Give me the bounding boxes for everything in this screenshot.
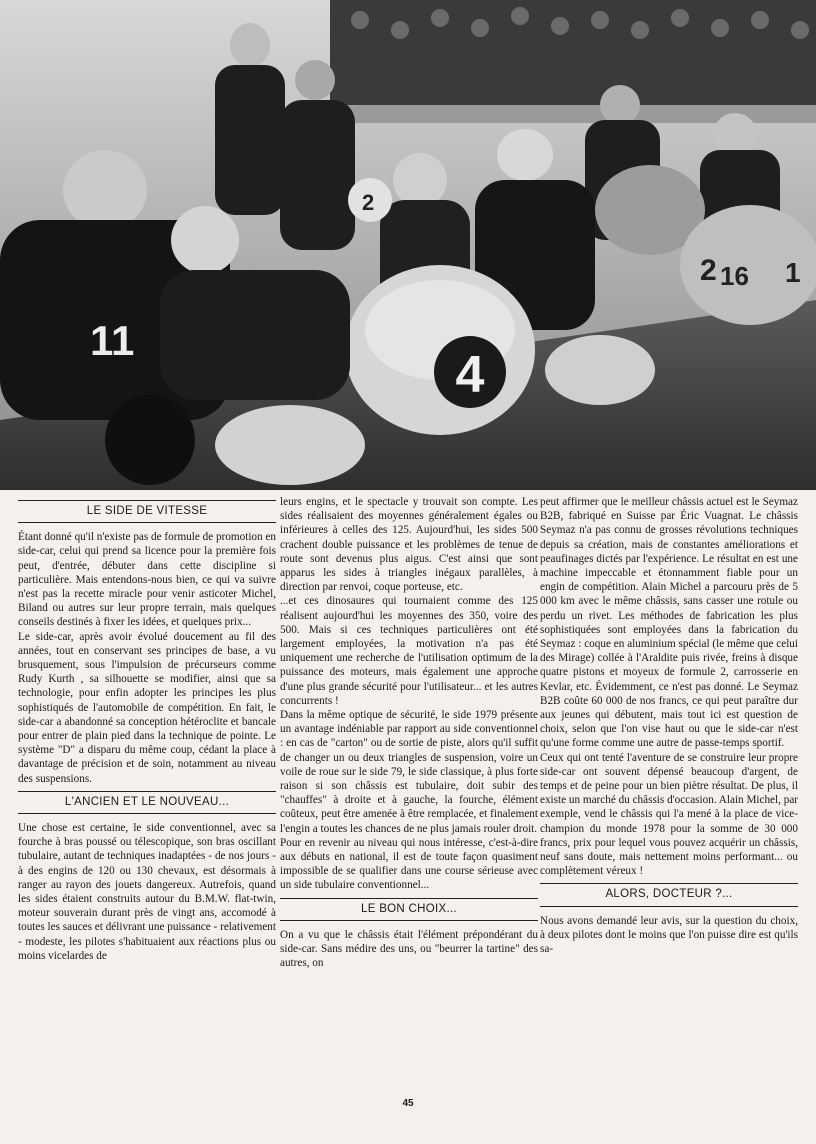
column-3: [540, 495, 798, 956]
paragraph: Le side-car, après avoir évolué doucement au fil des années, tout en conservant ses principes de base, a vu brusquement, sous l'impulsion de précurseurs comme Rudy Kurth , sa silhouette se modifier, ainsi que sa technologie, pour enfin adopter les principes les plus sophistiqués de l'automobile de compétition. En fait, le side-car a abandonné sa conception hétéroclite et bancale pour entrer de plain pied dans la technique de pointe. Le système "D" a disparu du même coup, cédant la place à davantage de précision et de soin, notamment au niveau des suspensions.: [18, 630, 276, 785]
paragraph: Pour en revenir au niveau qui nous intéresse, c'est-à-dire aux débuts en national, il est de toute façon quasiment impossible de se qualifier dans une course sérieuse avec un side tubulaire conventionnel...: [280, 836, 538, 892]
paragraph: Dans la même optique de sécurité, le side 1979 présente un avantage indéniable par rapport au side conventionnel : en cas de "carton" ou de sortie de piste, alors qu'il suffit de changer un ou deux triangles de suspension, voire un voile de roue sur le side 79, le side classique, à plus forte raison si son châssis est tubulaire, doit subir des "chauffes" à droite et à gauche, la fourche, élément coûteux, peut être amenée à être remplacée, et finalement l'engin a toutes les chances de ne plus jamais rouler droit.: [280, 709, 538, 835]
race-number-6: 16: [720, 261, 749, 291]
sidecar-race-illustration: [0, 0, 816, 490]
race-number-main: 4: [455, 346, 485, 404]
heading-docteur: ALORS, DOCTEUR ?...: [540, 883, 798, 906]
paragraph: peut affirmer que le meilleur châssis actuel est le Seymaz B2B, fabriqué en Suisse par Éric Vuagnat. Le châssis Seymaz n'a pas connu de grosses révolutions techniques depuis sa création, mais de constantes améliorations et peaufinages dictés par l'expérience. Le résultat en est une machine impeccable et étonnamment fiable pour un engin de compétition. Alain Michel a parcouru près de 5 000 km avec le même châssis, sans casser une rotule ou perdu un rivet. Les méthodes de fabrication les plus sophistiquées sont employées dans la fabrication du Seymaz : coque en aluminium spécial (le même que celui des Mirage) collée à l'Araldite puis rivée, freins à disque quatre pistons et moyeux de formule 2, carrosserie en Kevlar, etc. Évidemment, ce n'est pas donné. Le Seymaz B2B coûte 60 000 de nos francs, ce qui peut paraître dur aux jeunes qui débutent, mais tout ici est question de choix, selon que l'on vise haut ou que le side-car n'est qu'une forme comme une autre de passe-temps sportif.: [540, 496, 798, 750]
paragraph: Ceux qui ont tenté l'aventure de se construire leur propre side-car ont souvent dépensé beaucoup d'argent, de temps et de peine pour un bien piètre résultat. De plus, il existe un marché du châssis d'occasion. Alain Michel, par exemple, vend le châssis qui l'a mené à la place de vice-champion du monde 1978 pour la somme de 30 000 francs, prix pour lequel vous pouvez acquérir un châssis, neuf sans doute, mais nettement moins performant... ou complètement véreux !: [540, 751, 799, 878]
paragraph: Étant donné qu'il n'existe pas de formule de promotion en side-car, celui qui prend sa licence pour la première fois peut, d'entrée, débuter dans cette discipline si particulière. Mais entendons-nous bien, ce qui va suivre n'est pas la recette miracle pour venir asticoter Michel, Biland ou autres sur leur propre terrain, mais quelques conseils destinés à fixer les idées, et quelques prix...: [18, 531, 276, 629]
race-number-5: 2: [700, 254, 717, 287]
race-number-11: 11: [90, 317, 135, 364]
heading-bon-choix: LE BON CHOIX...: [280, 898, 538, 921]
paragraph: leurs engins, et le spectacle y trouvait son compte. Les sides réalisaient des moyennes généralement égales ou inférieures à celles des 125. Aujourd'hui, les sides 500 crachent double puissance et les problèmes de tenue de route sont devenus plus aigus. C'est ainsi que sont apparus les sides à triangles inégaux parallèles, à direction par renvoi, coque porteuse, etc.: [280, 496, 538, 594]
race-number-2: 2: [362, 190, 375, 215]
page-number: 45: [402, 1098, 414, 1109]
heading-side-de-vitesse: LE SIDE DE VITESSE: [18, 500, 276, 523]
paragraph: Nous avons demandé leur avis, sur la question du choix, à deux pilotes dont le moins que l'on puisse dire est qu'ils sa-: [540, 914, 798, 956]
column-2: [280, 495, 538, 971]
paragraph: On a vu que le châssis était l'élément prépondérant du side-car. Sans médire des uns, ou "beurrer la tartine" des autres, on: [280, 928, 538, 970]
paragraph: ...et ces dinosaures qui tournaient comme des 125 réalisent aujourd'hui les moyennes des 350, voire des 500. Mais si ces techniques particulières ont été largement employées, la motivation n'a pas été uniquement une recherche de l'utilisation optimum de la puissance des moteurs, mais également une approche d'une plus grande sécurité pour l'utilisateur... et les autres concurrents !: [280, 595, 538, 707]
column-1: [18, 495, 276, 963]
heading-ancien-nouveau: L'ANCIEN ET LE NOUVEAU...: [18, 791, 276, 814]
race-number-7: 1: [785, 257, 801, 288]
paragraph: Une chose est certaine, le side conventionnel, avec sa fourche à bras poussé ou télescopique, son bras oscillant tubulaire, autant de techniques inadaptées - de nos jours - à des engins de 120 ou 130 chevaux, est désormais à ranger au rayon des jouets dangereux. Autrefois, quand les sides étaient construits autour du B.M.W. flat-twin, moteur souverain durant près de vingt ans, accomodé à toutes les sauces et délivrant une puissance - relativement - modeste, les pilotes s'habituaient aux réactions plus ou moins vicelardes de: [18, 822, 276, 962]
race-photo: [0, 0, 816, 490]
